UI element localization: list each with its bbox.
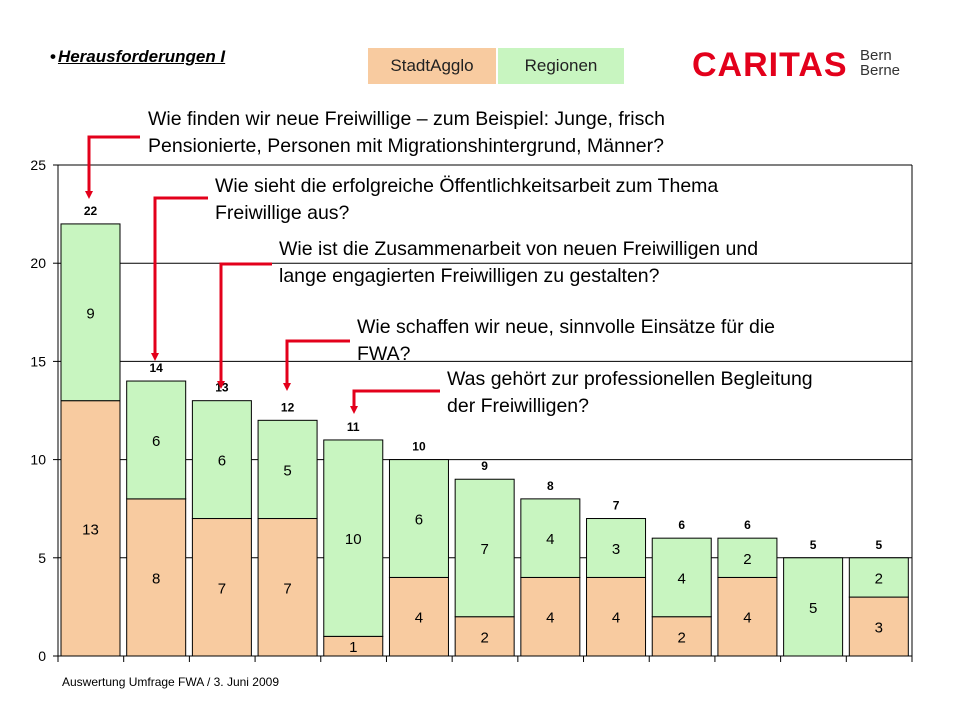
bar-total-label: 14 (149, 361, 163, 376)
segment-label: 4 (611, 609, 621, 627)
y-tick-label: 15 (30, 353, 46, 370)
callout-arrow (354, 391, 440, 410)
bar-total-label: 10 (412, 439, 426, 454)
bar-total-label: 5 (875, 537, 883, 552)
segment-label: 6 (217, 452, 227, 470)
segment-label: 6 (414, 511, 424, 529)
segment-label: 1 (349, 639, 358, 657)
question-3-line-2: lange engagierten Freiwilligen zu gestalten? (279, 265, 660, 287)
y-tick-label: 5 (38, 549, 46, 566)
question-2-line-1: Wie sieht die erfolgreiche Öffentlichkeitsarbeit zum Thema (215, 175, 719, 197)
segment-label: 4 (546, 609, 555, 627)
question-5-line-1: Was gehört zur professionellen Begleitung (447, 368, 813, 390)
callout-arrow (287, 341, 350, 387)
logo-wordmark: CARITAS (692, 46, 848, 84)
bullet-icon: • (50, 47, 56, 66)
bar-total-label: 9 (481, 459, 488, 474)
heading-text: Herausforderungen I (57, 47, 226, 66)
bar-total-label: 12 (280, 400, 295, 415)
segment-label: 7 (480, 540, 489, 558)
segment-label: 3 (874, 619, 883, 637)
question-1-line-1: Wie finden wir neue Freiwillige – zum Beispiel: Junge, frisch (148, 108, 665, 130)
question-2 (215, 173, 718, 227)
y-tick-label: 25 (30, 157, 46, 173)
segment-label: 2 (677, 629, 686, 647)
question-3-line-1: Wie ist die Zusammenarbeit von neuen Freiwilligen und (279, 238, 759, 260)
callout-arrow (155, 198, 208, 357)
segment-label: 6 (152, 432, 161, 450)
bar-total-label: 6 (744, 518, 751, 533)
question-2-line-2: Freiwillige aus? (215, 202, 350, 224)
footer-text: Auswertung Umfrage FWA / 3. Juni 2009 (62, 675, 279, 689)
question-5-line-2: der Freiwilligen? (447, 395, 589, 417)
question-4-line-1: Wie schaffen wir neue, sinnvolle Einsätze für die (357, 316, 776, 338)
question-5 (447, 366, 813, 420)
segment-label: 4 (677, 570, 686, 588)
segment-label: 9 (86, 305, 95, 323)
question-4-line-2: FWA? (357, 343, 411, 365)
segment-label: 5 (808, 599, 818, 617)
question-1 (148, 106, 665, 160)
legend-stadtagglo: StadtAgglo (368, 48, 496, 84)
segment-label: 4 (546, 531, 555, 549)
segment-label: 2 (743, 550, 752, 568)
segment-label: 2 (874, 570, 883, 588)
legend-regionen: Regionen (498, 48, 624, 84)
segment-label: 2 (480, 629, 489, 647)
bar-total-label: 5 (809, 537, 817, 552)
callout-arrow (89, 137, 140, 195)
logo-line-berne: Berne (860, 62, 901, 79)
bar-total-label: 8 (547, 478, 554, 493)
segment-label: 7 (283, 580, 292, 598)
bar-total-label: 22 (83, 203, 98, 218)
segment-label: 4 (743, 609, 752, 627)
bar-total-label: 13 (215, 380, 229, 395)
y-tick-label: 10 (30, 451, 46, 468)
logo-line-bern: Bern (860, 47, 892, 64)
question-3 (279, 236, 758, 290)
segment-label: 3 (611, 540, 621, 558)
segment-label: 13 (82, 521, 99, 539)
segment-label: 5 (283, 462, 292, 480)
question-1-line-2: Pensionierte, Personen mit Migrationshintergrund, Männer? (148, 135, 664, 157)
segment-label: 8 (152, 570, 161, 588)
bar-total-label: 11 (346, 419, 360, 434)
bar-total-label: 7 (612, 498, 620, 513)
y-tick-label: 0 (38, 648, 46, 664)
segment-label: 10 (344, 531, 362, 549)
segment-label: 4 (414, 609, 424, 627)
y-tick-label: 20 (30, 255, 46, 272)
bar-total-label: 6 (678, 518, 686, 533)
segment-label: 7 (217, 580, 227, 598)
callout-arrow (221, 264, 272, 385)
question-4 (357, 314, 775, 368)
